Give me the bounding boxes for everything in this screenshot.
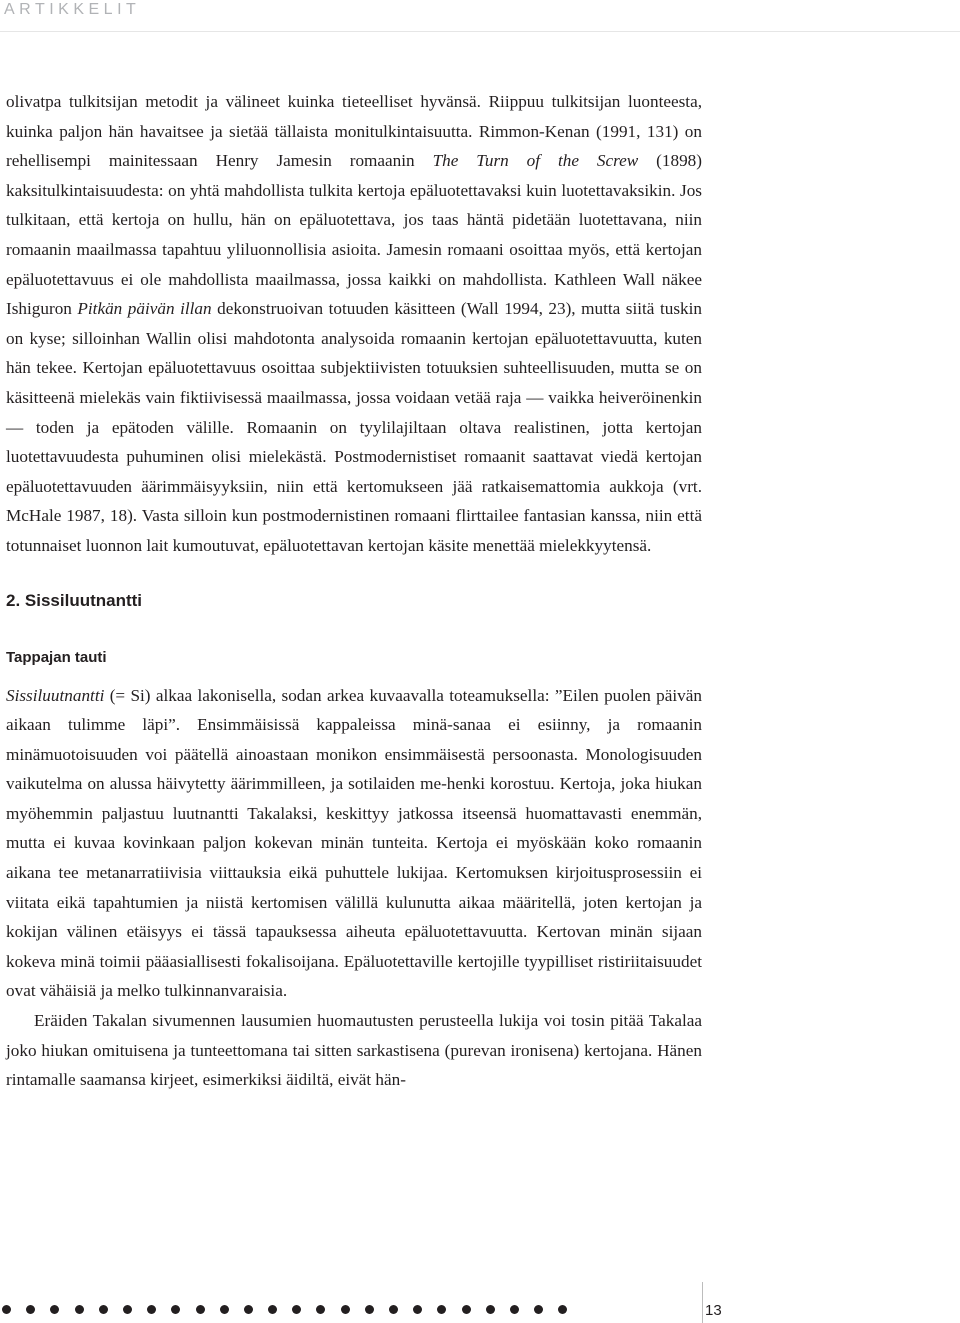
decorative-dot <box>389 1305 398 1314</box>
subsection-heading: Tappajan tauti <box>6 648 107 666</box>
decorative-dot <box>50 1305 59 1314</box>
decorative-dot <box>171 1305 180 1314</box>
book-title: Sissiluutnantti <box>6 685 105 705</box>
decorative-dot <box>196 1305 205 1314</box>
decorative-dot <box>316 1305 325 1314</box>
decorative-dot <box>486 1305 495 1314</box>
decorative-dot <box>413 1305 422 1314</box>
decorative-dot <box>462 1305 471 1314</box>
book-title: Pitkän päivän illan <box>77 299 212 319</box>
decorative-dot <box>244 1305 253 1314</box>
body-paragraph-1 <box>6 87 702 561</box>
decorative-dot <box>341 1305 350 1314</box>
body-paragraph-2 <box>6 681 702 1007</box>
paragraph-text: (= Si) alkaa lakonisella, sodan arkea kuvaavalla toteamuksella: ”Eilen puolen päivän aikaan tulimme läpi”. Ensimmäisissä kappaleissa minä-sanaa ei esiinny, ja romaanin minämuotoisuuden voi päätellä ainoastaan monikon ensimmäisestä persoonasta. Monologisuuden vaikutelma on alussa häivytetty äärimmilleen, ja sotilaiden me-henki korostuu. Kertoja, joka hiukan myöhemmin paljastuu luutnantti Takalaksi, keskittyy jatkossa itseensä huomattavasti enemmän, mutta ei kuvaa kovinkaan paljon kokevan minän tunteita. Kertoja ei myöskään koko romaanin aikana tee metanarratiivisia viittauksia eikä puhuttele lukijaa. Kertomuksen kirjoitusprosessiin ei viitata eikä tapahtumien ja niistä kertomisen välillä kulunutta aikaa määritellä, joten kertojan ja kokijan välinen etäisyys ei tässä tapauksessa aiheuta epäluotettavuutta. Kertovan minän sijaan kokeva minä toimii pääasiallisesti fokalisoijana. Epäluotettaville kertojille tyypilliset ristiriitaisuudet ovat vähäisiä ja melko tulkinnanvaraisia. <box>6 685 702 1001</box>
paragraph-text: olivatpa tulkitsijan metodit ja välineet kuinka tieteelliset hyvänsä. Riippuu tulkitsijan luonteesta, kuinka paljon hän havaitsee ja sietää tällaista monitulkintaisuutta. Rimmon-Kenan (1991, 131) on rehellisempi mainitessaan Henry Jamesin romaanin <box>6 92 702 171</box>
decorative-dot <box>510 1305 519 1314</box>
decorative-dot <box>365 1305 374 1314</box>
decorative-dot <box>437 1305 446 1314</box>
decorative-dot <box>558 1305 567 1314</box>
decorative-dot <box>123 1305 132 1314</box>
section-heading: 2. Sissiluutnantti <box>6 590 143 610</box>
article-body <box>6 87 702 1095</box>
decorative-dot <box>268 1305 277 1314</box>
decorative-dot <box>2 1305 11 1314</box>
header-divider <box>0 31 960 32</box>
decorative-dot <box>75 1305 84 1314</box>
paragraph-text: dekonstruoivan totuuden käsitteen (Wall 1994, 23), mutta siitä tuskin on kyse; silloinhan Wallin olisi mahdotonta analysoida romaanin kertojan epäluotettavuutta, kuten hän tekee. Kertojan epäluotettavuus osoittaa subjektiivisten totuuksien suhteellisuuden, mutta se on käsitteenä mielekäs vain fiktiivisessä maailmassa, jossa voidaan vetää raja — vaikka heiveröinenkin — toden ja epätoden välille. Romaanin on tyylilajiltaan oltava realistinen, jotta kertojan luotettavuudesta puhuminen olisi mielekästä. Postmodernistiset romaanit saattavat viedä kertojan epäluotettavuuden äärimmäisyyksiin, niin että kertomukseen jää ratkaisemattomia aukkoja (vrt. McHale 1987, 18). Vasta silloin kun postmodernistinen romaani flirttailee fantasian kanssa, niin että totunnaiset luonnon lait kumoutuvat, epäluotettavan kertojan käsite menettää mielekkyytensä. <box>6 299 702 555</box>
decorative-dot-row <box>2 1305 567 1314</box>
decorative-dot <box>147 1305 156 1314</box>
page-number: 13 <box>705 1302 722 1319</box>
decorative-dot <box>99 1305 108 1314</box>
section-label: ARTIKKELIT <box>4 1 141 18</box>
decorative-dot <box>534 1305 543 1314</box>
footer-divider <box>702 1282 703 1323</box>
book-title: The Turn of the Screw <box>432 151 639 171</box>
decorative-dot <box>220 1305 229 1314</box>
decorative-dot <box>26 1305 35 1314</box>
paragraph-text: (1898) kaksitulkintaisuudesta: on yhtä mahdollista tulkita kertoja epäluotettavaksi kuin luotettavaksikin. Jos tulkitaan, että kertoja on hullu, hän on epäluotettava, jos taas häntä pidetään luotettavana, niin romaanin maailmassa tapahtuu yliluonnollisia asioita. Jamesin romaani osoittaa myös, että kertojan epäluotettavuus ei ole mahdollista maailmassa, jossa kaikki on mahdollista. Kathleen Wall näkee Ishiguron <box>6 151 702 319</box>
page-header <box>0 0 960 30</box>
body-paragraph-3: Eräiden Takalan sivumennen lausumien huomautusten perusteella lukija voi tosin pitää Takalaa joko hiukan omituisena ja tunteettomana tai sitten sarkastisena (purevan ironisena) kertojana. Hänen rintamalle saamansa kirjeet, esimerkiksi äidiltä, eivät hän- <box>6 1011 702 1090</box>
decorative-dot <box>292 1305 301 1314</box>
